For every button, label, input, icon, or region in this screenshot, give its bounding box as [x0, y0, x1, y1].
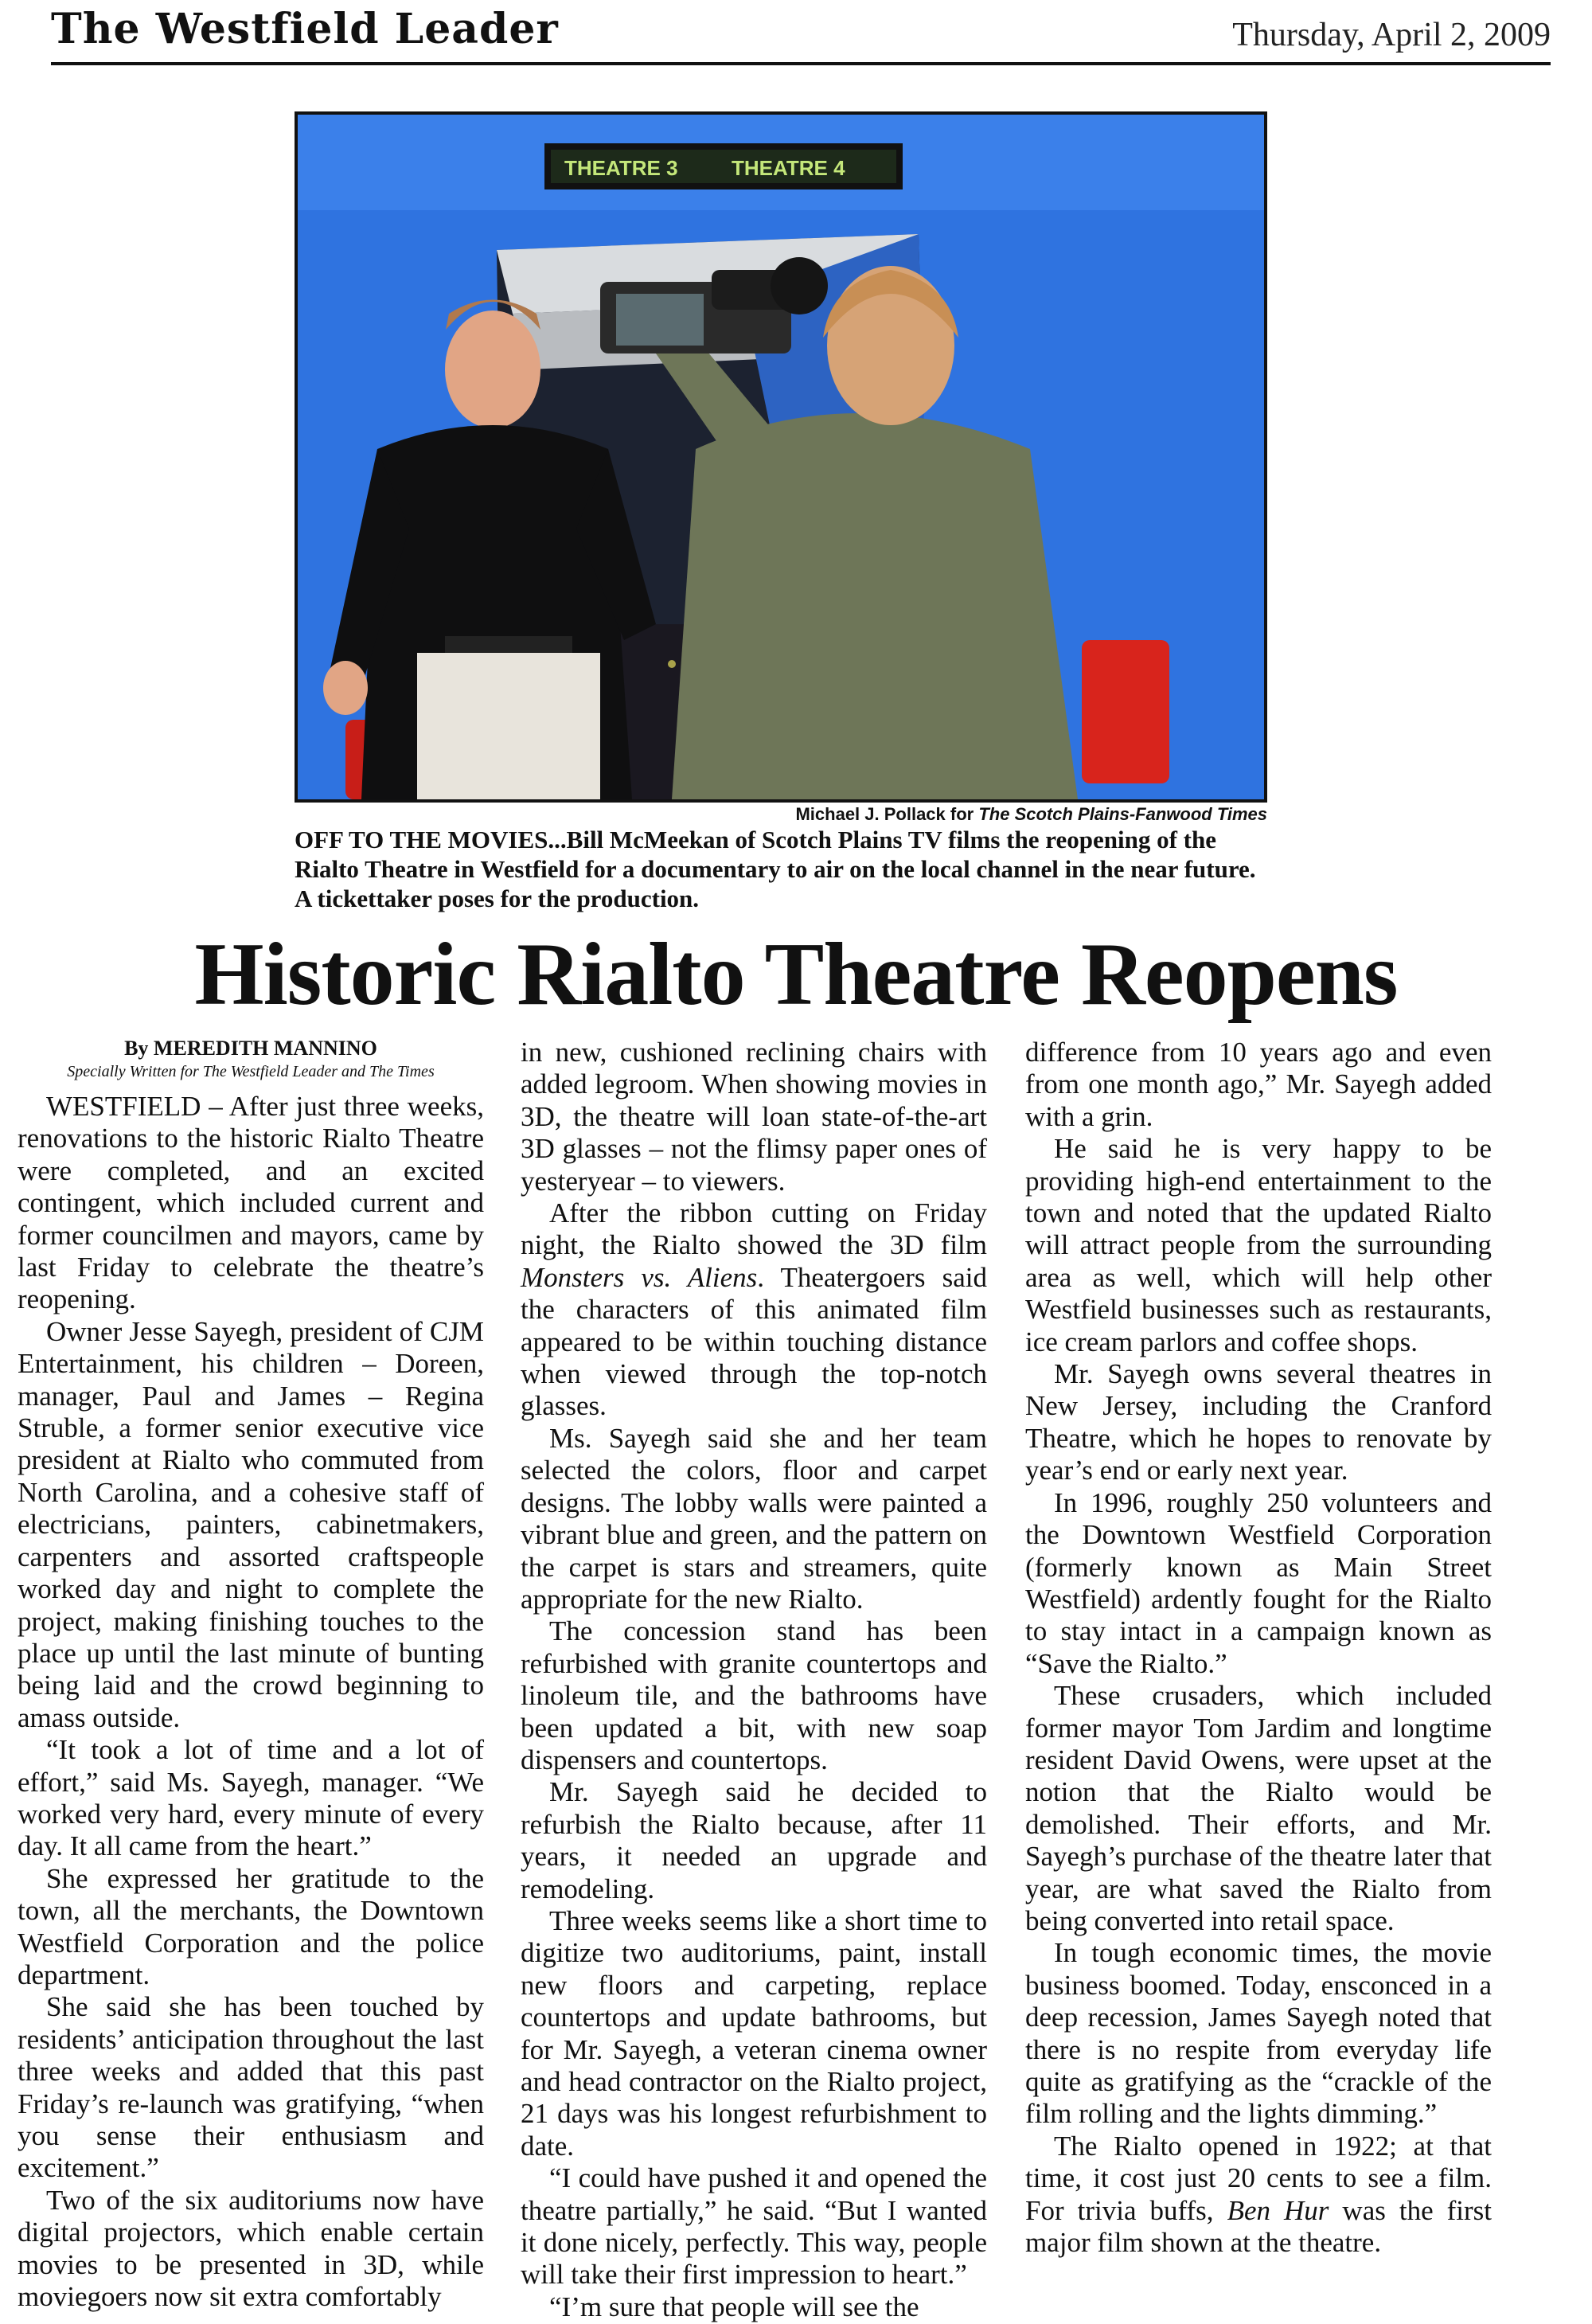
paragraph-continued: in new, cushioned reclining chairs with added legroom. When showing movies in 3D, the theatre will loan state-of-the-art 3D glasses – not the flimsy paper ones of yesteryear – to viewers. — [521, 1037, 987, 1197]
byline-note: Specially Written for The Westfield Leader and The Times — [67, 1063, 435, 1080]
article-column-1 — [18, 1037, 484, 2313]
paragraph-text: was the first major film shown at the theatre. — [1025, 2194, 1492, 2259]
paragraph: Mr. Sayegh said he decided to refurbish the Rialto because, after 11 years, it needed an upgrade and remodeling. — [521, 1776, 987, 1904]
article-column-2 — [521, 1037, 987, 2323]
paragraph: “I’m sure that people will see the — [549, 2291, 919, 2322]
photo-illustration — [298, 115, 1264, 799]
paragraph: Mr. Sayegh owns several theatres in New Jersey, including the Cranford Theatre, which he hopes to renovate by year’s end or early next year. — [1025, 1358, 1492, 1486]
paragraph: Ms. Sayegh said she and her team selected the colors, floor and carpet designs. The lobby walls were painted a vibrant blue and green, and the pattern on the carpet is stars and streamers, quite appropriate for the new Rialto. — [521, 1422, 987, 1615]
photo-credit — [295, 804, 1267, 825]
paragraph-text: The Rialto opened in 1922; at that time, it cost just 20 cents to see a film. For trivia buffs, — [1025, 2130, 1492, 2226]
paragraph: “It took a lot of time and a lot of effort,” said Ms. Sayegh, manager. “We worked very hard, every minute of every day. It all came from the heart.” — [18, 1734, 484, 1862]
paragraph — [521, 1197, 987, 1423]
film-title: Monsters vs. Aliens — [521, 1261, 758, 1293]
masthead — [51, 5, 1551, 62]
paragraph-continued: difference from 10 years ago and even from one month ago,” Mr. Sayegh added with a grin. — [1025, 1037, 1492, 1132]
paragraph — [1025, 2131, 1492, 2260]
photo-credit-source: The Scotch Plains-Fanwood Times — [978, 804, 1267, 824]
paragraph: These crusaders, which included former mayor Tom Jardim and longtime resident David Owens, were upset at the notion that the Rialto would be demolished. Their efforts, and Mr. Sayegh’s purchase of the theatre later that year, are what saved the Rialto from being converted into retail space. — [1025, 1680, 1492, 1936]
paragraph: Two of the six auditoriums now have digital projectors, which enable certain movies to be presented in 3D, while moviegoers now sit extra comfortably — [18, 2184, 484, 2313]
paragraph: WESTFIELD – After just three weeks, renovations to the historic Rialto Theatre were completed, and an excited contingent, which included current and former councilmen and mayors, came by last Friday to celebrate the theatre’s reopening. — [18, 1091, 484, 1315]
paragraph: He said he is very happy to be providing high-end entertainment to the town and noted that the updated Rialto will attract people from the surrounding area as well, which will help other Westfield businesses such as restaurants, ice cream parlors and coffee shops. — [1025, 1133, 1492, 1357]
paragraph-text: . Theatergoers said the characters of this animated film appeared to be within touching distance when viewed through the top-notch glasses. — [521, 1261, 987, 1422]
film-title: Ben Hur — [1227, 2194, 1329, 2226]
sign-theatre-4: THEATRE 4 — [732, 156, 845, 180]
paragraph: In tough economic times, the movie business boomed. Today, ensconced in a deep recession, James Sayegh noted that there is no respite from everyday life quite as gratifying as the “crackle of the film rolling and the lights dimming.” — [1025, 1937, 1492, 2130]
paragraph: The concession stand has been refurbished with granite countertops and linoleum tile, and the bathrooms have been updated a bit, with new soap dispensers and countertops. — [521, 1615, 987, 1775]
paragraph: In 1996, roughly 250 volunteers and the Downtown Westfield Corporation (formerly known as Main Street Westfield) ardently fought for the Rialto to stay intact in a campaign known as “Save the Rialto.” — [1025, 1486, 1492, 1679]
paragraph: “I could have pushed it and opened the theatre partially,” he said. “But I wanted it done nicely, perfectly. This way, people will take their first impression to heart.” — [521, 2162, 987, 2291]
paragraph: She expressed her gratitude to the town, all the merchants, the Downtown Westfield Corporation and the police department. — [18, 1862, 484, 1990]
issue-date: Thursday, April 2, 2009 — [1232, 17, 1551, 53]
paragraph: Owner Jesse Sayegh, president of CJM Entertainment, his children – Doreen, manager, Paul and James – Regina Struble, a former senior executive vice president at Rialto who commuted from North Carolina, and a cohesive staff of electricians, painters, cabinetmakers, carpenters and assorted craftspeople worked day and night to complete the project, making finishing touches to the place up until the last minute of bunting being laid and the crowd beginning to amass outside. — [18, 1315, 484, 1733]
sign-theatre-3: THEATRE 3 — [564, 156, 678, 180]
news-photo — [295, 111, 1267, 803]
masthead-divider — [51, 62, 1551, 65]
photo-credit-name: Michael J. Pollack for — [795, 804, 974, 824]
paragraph: She said she has been touched by residents’ anticipation throughout the last three weeks and added that this past Friday’s re-launch was gratifying, “when you sense their enthusiasm and excitement.” — [18, 1991, 484, 2184]
paragraph-text: After the ribbon cutting on Friday night, the Rialto showed the 3D film — [521, 1197, 987, 1261]
photo-caption: OFF TO THE MOVIES...Bill McMeekan of Scotch Plains TV films the reopening of the Rialto Theatre in Westfield for a documentary to air on the local channel in the near future. A tickettaker poses for the production. — [295, 826, 1256, 912]
article-column-3 — [1025, 1037, 1492, 2259]
paragraph: Three weeks seems like a short time to digitize two auditoriums, paint, install new floors and carpeting, replace countertops and update bathrooms, but for Mr. Sayegh, a veteran cinema owner and head contractor on the Rialto project, 21 days was his longest refurbishment to date. — [521, 1904, 987, 2162]
article-headline: Historic Rialto Theatre Reopens — [194, 925, 1398, 1024]
byline: By MEREDITH MANNINO — [124, 1037, 377, 1060]
newspaper-title: The Westfield Leader — [51, 5, 559, 53]
